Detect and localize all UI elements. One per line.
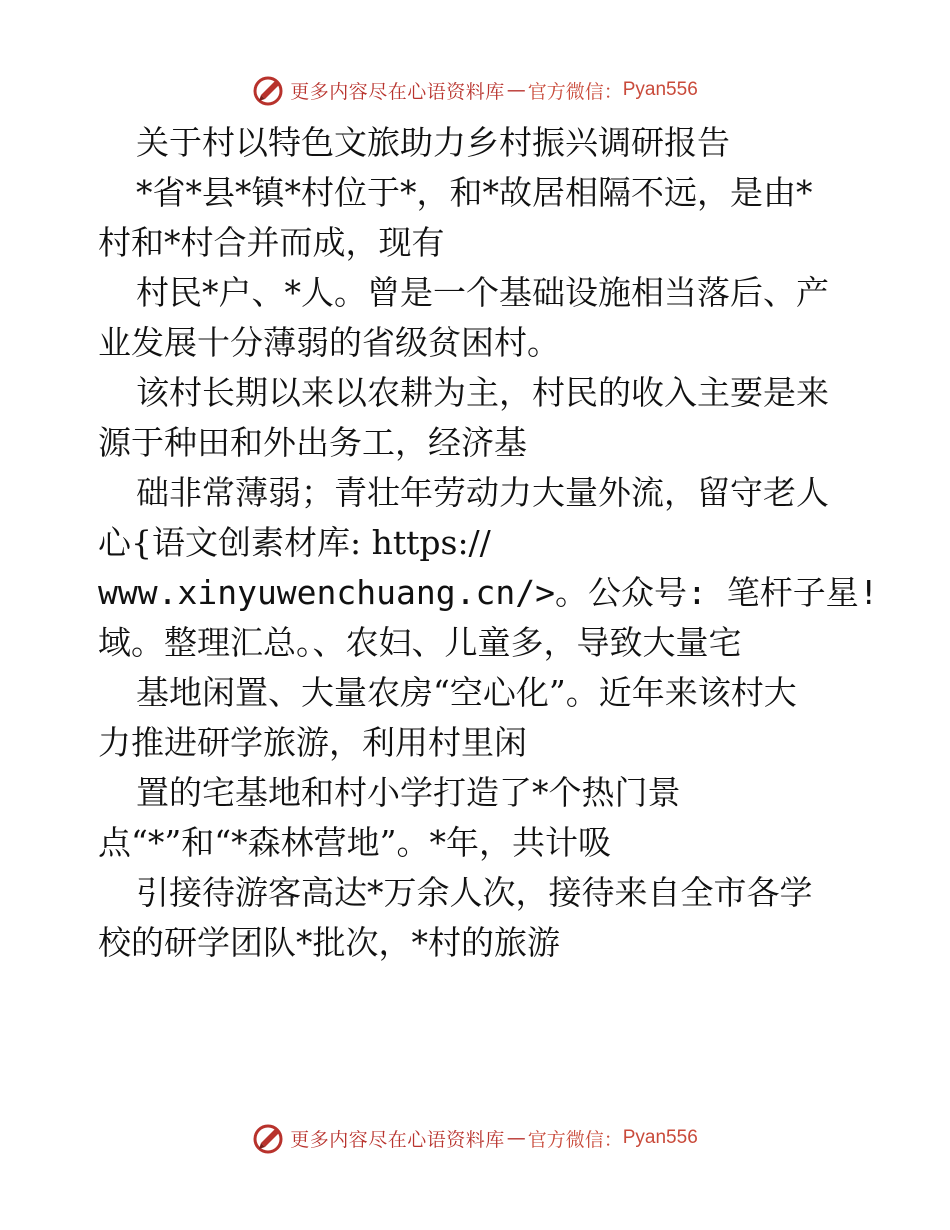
paragraph-line: 源于种田和外出务工，经济基 xyxy=(98,423,527,462)
watermark-site-text: 更多内容尽在心语资料库 xyxy=(290,80,505,103)
paragraph-line: 心{语文创素材库: https:// xyxy=(98,523,491,562)
document-body xyxy=(98,118,879,968)
paragraph-line: 点“*”和“*森林营地”。*年，共计吸 xyxy=(98,823,611,862)
header-watermark xyxy=(0,70,950,110)
watermark-site-text: 更多内容尽在心语资料库 xyxy=(290,1128,505,1151)
paragraph-line: 村民*户、*人。曾是一个基础设施相当落后、产 xyxy=(136,273,829,312)
paragraph-line: *省*县*镇*村位于*，和*故居相隔不远，是由* xyxy=(136,173,813,212)
watermark-wechat-label: 官方微信： xyxy=(527,1128,623,1151)
document-title: 关于村以特色文旅助力乡村振兴调研报告 xyxy=(136,123,730,162)
watermark-handle: Pyan556 xyxy=(622,1127,698,1148)
paragraph-line: 引接待游客高达*万余人次，接待来自全市各学 xyxy=(136,873,813,912)
pen-logo-icon xyxy=(252,1121,286,1155)
watermark-wechat-label: 官方微信： xyxy=(527,80,623,103)
paragraph-line: www.xinyuwenchuang.cn/>。公众号: 笔杆子星! xyxy=(98,573,879,612)
paragraph-line: 基地闲置、大量农房“空心化”。近年来该村大 xyxy=(136,673,797,712)
watermark-dash: — xyxy=(506,79,526,101)
paragraph-line: 校的研学团队*批次，*村的旅游 xyxy=(98,923,560,962)
paragraph-line: 该村长期以来以农耕为主，村民的收入主要是来 xyxy=(136,373,829,412)
paragraph-line: 置的宅基地和村小学打造了*个热门景 xyxy=(136,773,681,812)
paragraph-line: 力推进研学旅游，利用村里闲 xyxy=(98,723,527,762)
pen-logo-icon xyxy=(252,73,286,107)
watermark-dash: — xyxy=(506,1127,526,1149)
paragraph-line: 村和*村合并而成，现有 xyxy=(98,223,445,262)
paragraph-line: 域。整理汇总。、农妇、儿童多，导致大量宅 xyxy=(98,623,742,662)
paragraph-line: 础非常薄弱；青壮年劳动力大量外流，留守老人 xyxy=(136,473,829,512)
paragraph-line: 业发展十分薄弱的省级贫困村。 xyxy=(98,323,560,362)
footer-watermark xyxy=(0,1118,950,1158)
watermark-handle: Pyan556 xyxy=(622,79,698,100)
